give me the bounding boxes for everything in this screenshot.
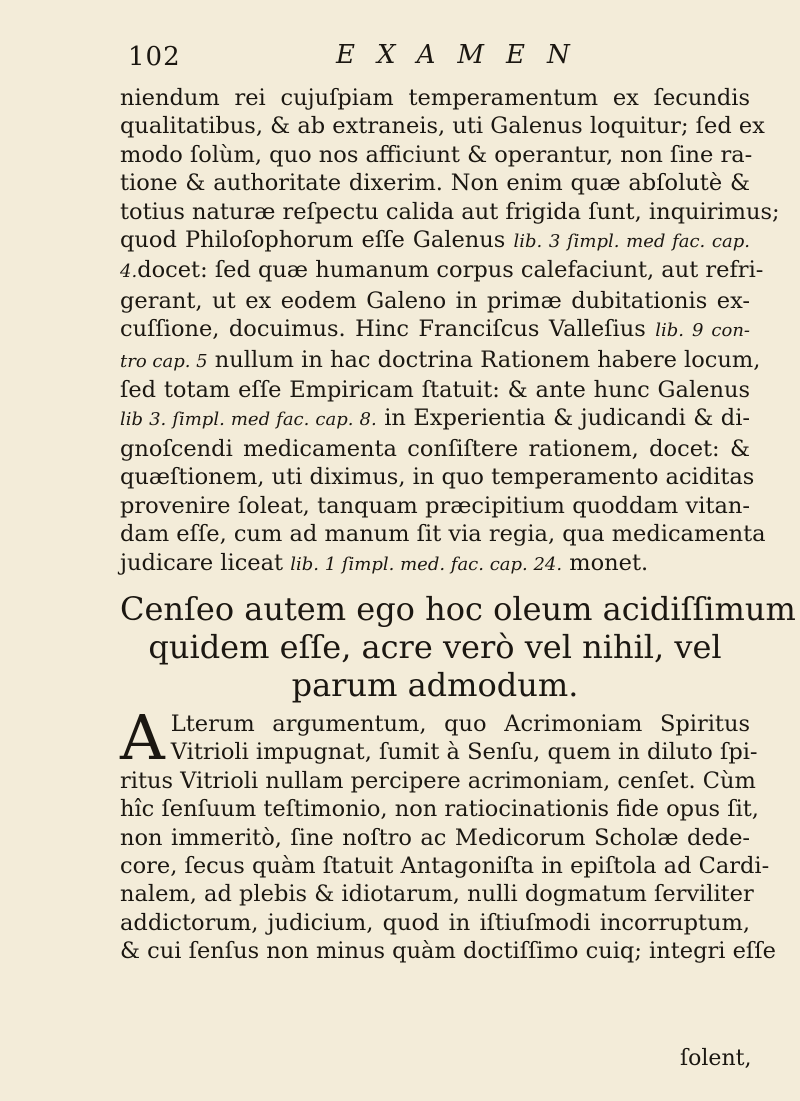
text-line: core, ſecus quàm ſtatuit Antagoniſta in epiſtola ad Cardi- bbox=[120, 853, 770, 880]
paragraph-1 bbox=[120, 84, 780, 579]
page-header bbox=[128, 36, 748, 76]
line-text: modo ſolùm, quo nos afficiunt & operantur, non ſine ra- bbox=[120, 141, 753, 168]
text-line bbox=[120, 315, 750, 345]
line-text: dam eſſe, cum ad manum ſit via regia, qua medicamenta bbox=[120, 521, 766, 548]
text-line bbox=[120, 287, 750, 315]
line-text: cuſſione, docuimus. Hinc Franciſcus Valleſius bbox=[120, 316, 656, 343]
text-line bbox=[120, 198, 780, 226]
text-line bbox=[120, 141, 753, 169]
line-text: ſed totam eſſe Empiricam ſtatuit: & ante hunc Galenus bbox=[120, 377, 750, 404]
line-text: nullum in hac doctrina Rationem habere locum, bbox=[207, 346, 761, 373]
text-line bbox=[120, 492, 750, 520]
line-text: gnoſcendi medicamenta conſiſtere rationem, docet: & bbox=[120, 435, 750, 462]
paragraph-2 bbox=[120, 701, 776, 966]
line-text: niendum rei cujuſpiam temperamentum ex ſecundis bbox=[120, 85, 750, 111]
text-line bbox=[120, 112, 765, 140]
text-line: hîc ſenſuum teſtimonio, non ratiocinationis fide opus ſit, bbox=[120, 796, 759, 823]
citation: lib. 1 ſimpl. med. fac. cap. 24. bbox=[290, 553, 563, 575]
text-line: non immeritò, ſine noſtro ac Medicorum Scholæ dede- bbox=[120, 824, 750, 851]
line-text: docet: ſed quæ humanum corpus calefaciunt, aut refri- bbox=[137, 257, 764, 284]
citation: lib 3. ſimpl. med fac. cap. 8. bbox=[120, 409, 377, 431]
text-line bbox=[120, 520, 766, 548]
citation: 4. bbox=[120, 261, 138, 283]
citation: lib. 3 ſimpl. med fac. cap. bbox=[513, 231, 750, 253]
section-heading bbox=[120, 590, 796, 704]
running-head: EXAMEN bbox=[336, 40, 592, 70]
text-line: ritus Vitrioli nullam percipere acrimoniam, cenſet. Cùm bbox=[120, 767, 756, 794]
page-number: 102 bbox=[128, 42, 181, 72]
line-text: provenire ſoleat, tanquam præcipitium quoddam vitan- bbox=[120, 492, 750, 519]
citation: tro cap. 5 bbox=[120, 350, 208, 372]
text-line bbox=[120, 256, 764, 286]
text-line bbox=[120, 346, 761, 376]
line-text: qualitatibus, & ab extraneis, uti Galenus loquitur; ſed ex bbox=[120, 113, 765, 140]
text-line: Vitrioli impugnat, ſumit à Senſu, quem in diluto ſpi- bbox=[170, 739, 758, 766]
heading-line: quidem eſſe, acre verò vel nihil, vel bbox=[148, 628, 722, 666]
text-line bbox=[120, 404, 750, 434]
text-line bbox=[120, 549, 750, 579]
heading-line: parum admodum. bbox=[291, 666, 579, 704]
text-line bbox=[120, 84, 750, 112]
text-line bbox=[120, 376, 750, 404]
text-line bbox=[120, 463, 755, 491]
line-text: gerant, ut ex eodem Galeno in primæ dubitationis ex- bbox=[120, 287, 750, 314]
text-line: & cui ſenſus non minus quàm doctiſſimo cuiq; integri eſſe bbox=[120, 938, 776, 965]
line-text: judicare liceat bbox=[120, 549, 291, 576]
drop-initial: A bbox=[120, 701, 165, 774]
text-line bbox=[120, 435, 750, 463]
heading-line: Cenſeo autem ego hoc oleum acidiſſimum bbox=[120, 590, 796, 628]
text-line bbox=[120, 169, 750, 197]
text-line bbox=[120, 226, 750, 256]
catchword: ſolent, bbox=[680, 1046, 752, 1071]
line-text: in Experientia & judicandi & di- bbox=[376, 405, 750, 432]
line-text: quod Philoſophorum eſſe Galenus bbox=[120, 227, 514, 254]
line-text: tione & authoritate dixerim. Non enim quæ abſolutè & bbox=[120, 170, 750, 197]
line-text: totius naturæ reſpectu calida aut frigida ſunt, inquirimus; bbox=[120, 198, 780, 225]
text-line: Lterum argumentum, quo Acrimoniam Spiritus bbox=[170, 711, 750, 737]
text-line: nalem, ad plebis & idiotarum, nulli dogmatum ſerviliter bbox=[120, 881, 754, 908]
line-text: monet. bbox=[562, 549, 649, 576]
citation: lib. 9 con- bbox=[655, 320, 750, 342]
line-text: quæſtionem, uti diximus, in quo temperamento aciditas bbox=[120, 464, 755, 491]
text-line: addictorum, judicium, quod in iſtiuſmodi incorruptum, bbox=[120, 909, 750, 936]
